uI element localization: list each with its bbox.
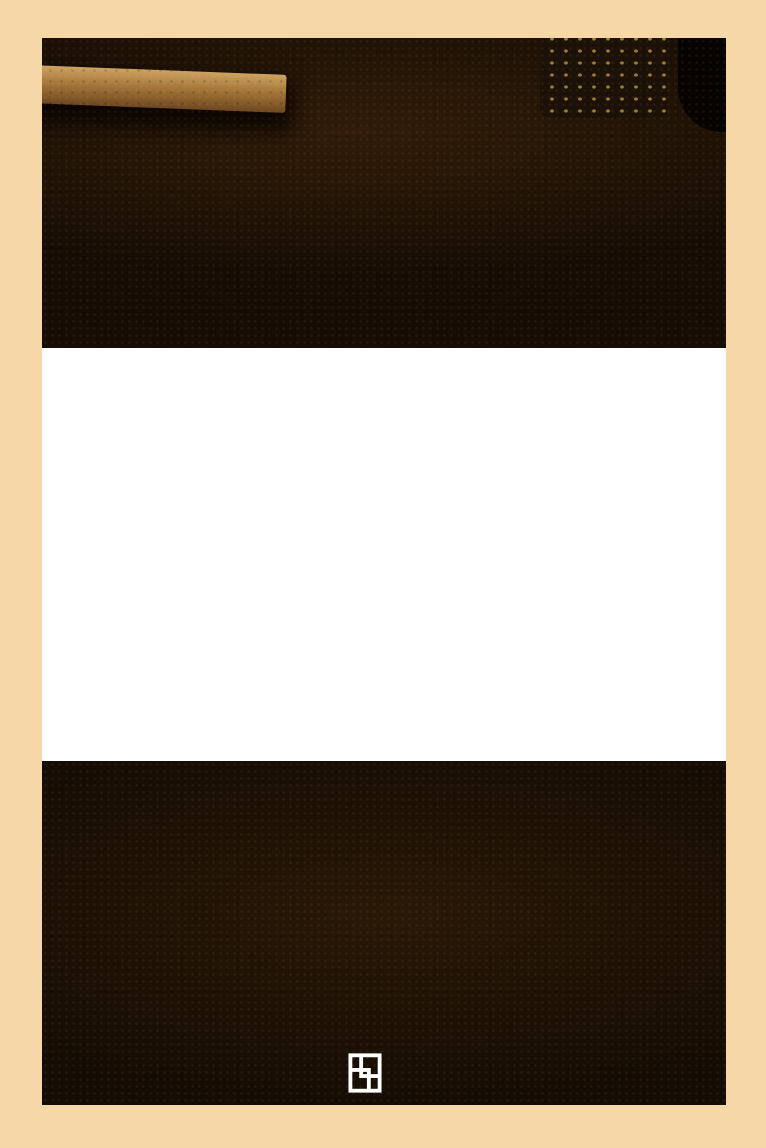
bookshelf-upper-photo (42, 38, 726, 348)
title-band (42, 348, 726, 761)
shelf-plank (42, 65, 287, 113)
dark-book-spine (678, 38, 726, 132)
hachette-mark-icon (348, 1053, 382, 1093)
bookshelf-photo (42, 38, 726, 1105)
hachette-livre-logo (348, 1053, 391, 1093)
publisher-logos (42, 1046, 726, 1100)
gilded-book-spine (540, 38, 668, 118)
book-title (42, 348, 726, 350)
